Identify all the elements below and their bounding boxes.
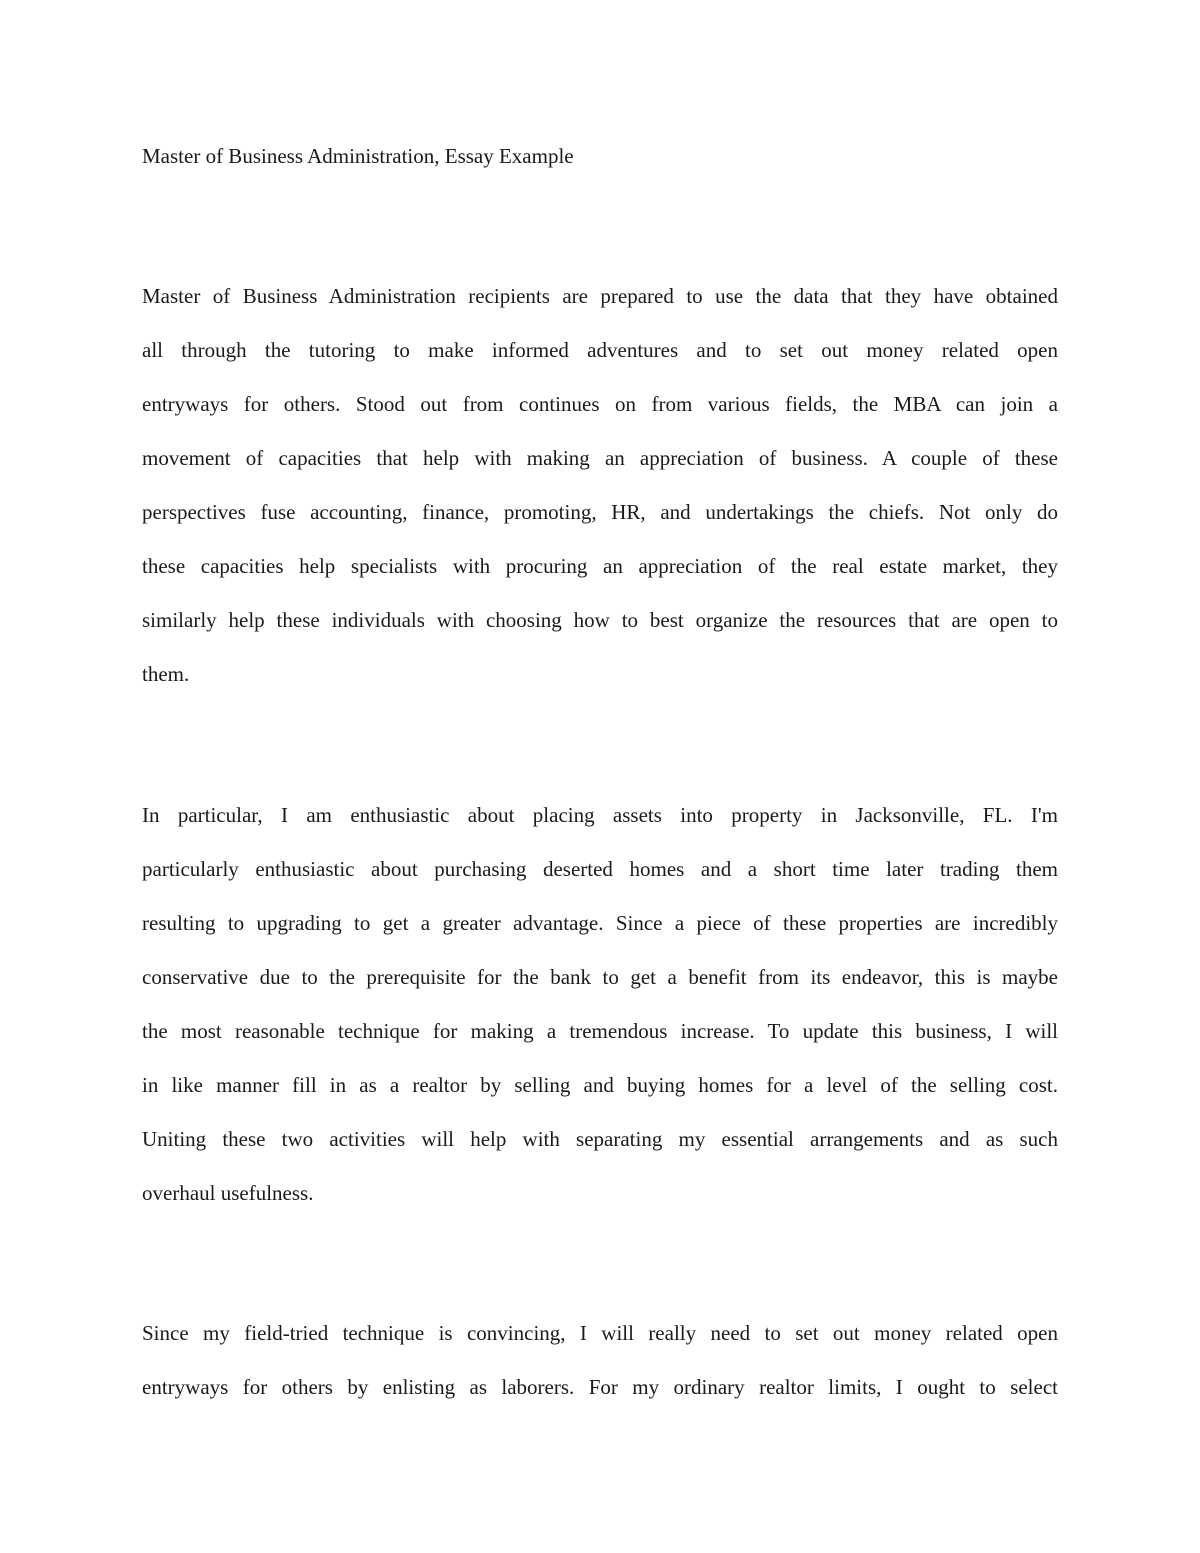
paragraph-line: the most reasonable technique for making a tremendous increase. To update this business, I will <box>142 1019 1058 1043</box>
paragraph-line: movement of capacities that help with making an appreciation of business. A couple of these <box>142 446 1058 470</box>
paragraph-line: all through the tutoring to make informed adventures and to set out money related open <box>142 338 1058 362</box>
document-title: Master of Business Administration, Essay Example <box>142 144 574 168</box>
paragraph-line: perspectives fuse accounting, finance, promoting, HR, and undertakings the chiefs. Not only do <box>142 500 1058 524</box>
paragraph-line: them. <box>142 662 190 686</box>
paragraph-line: Master of Business Administration recipients are prepared to use the data that they have obtained <box>142 284 1058 308</box>
paragraph-line: Uniting these two activities will help with separating my essential arrangements and as such <box>142 1127 1058 1151</box>
paragraph-line: particularly enthusiastic about purchasing deserted homes and a short time later trading them <box>142 857 1058 881</box>
paragraph-line: conservative due to the prerequisite for the bank to get a benefit from its endeavor, this is maybe <box>142 965 1058 989</box>
paragraph-line: entryways for others. Stood out from continues on from various fields, the MBA can join a <box>142 392 1058 416</box>
paragraph-line: overhaul usefulness. <box>142 1181 314 1205</box>
paragraph-line: similarly help these individuals with choosing how to best organize the resources that are open to <box>142 608 1058 632</box>
paragraph-line: In particular, I am enthusiastic about placing assets into property in Jacksonville, FL. I'm <box>142 803 1058 827</box>
paragraph-line: in like manner fill in as a realtor by selling and buying homes for a level of the selling cost. <box>142 1073 1058 1097</box>
paragraph-line: resulting to upgrading to get a greater advantage. Since a piece of these properties are incredibly <box>142 911 1058 935</box>
paragraph-line: Since my field-tried technique is convincing, I will really need to set out money related open <box>142 1321 1058 1345</box>
paragraph-line: entryways for others by enlisting as laborers. For my ordinary realtor limits, I ought to select <box>142 1375 1058 1399</box>
paragraph-line: these capacities help specialists with procuring an appreciation of the real estate market, they <box>142 554 1058 578</box>
